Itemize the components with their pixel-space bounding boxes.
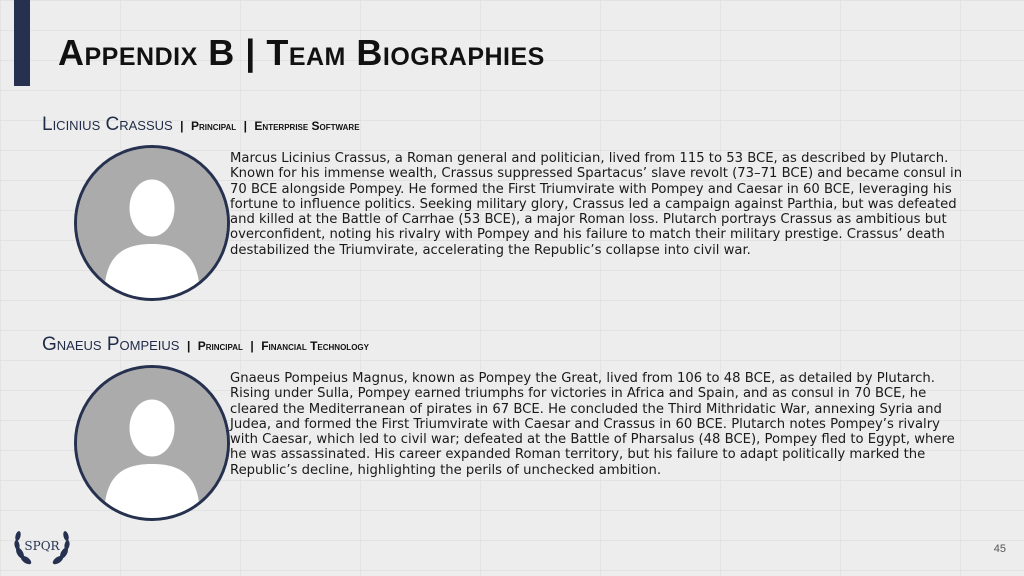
bio-role: Principal bbox=[197, 339, 243, 353]
bio-name: Licinius Crassus bbox=[42, 114, 173, 135]
logo-text: SPQR bbox=[24, 539, 60, 553]
title-accent-bar bbox=[14, 0, 30, 86]
heading-separator: | bbox=[250, 339, 254, 353]
bio-area: Enterprise Software bbox=[254, 119, 360, 133]
person-silhouette-icon bbox=[74, 145, 230, 301]
bio-role: Principal bbox=[190, 119, 237, 133]
bio-heading-pompeius bbox=[42, 334, 369, 356]
spqr-laurel-wreath-logo bbox=[10, 523, 74, 569]
bio-text-pompeius: Gnaeus Pompeius Magnus, known as Pompey the Great, lived from 106 to 48 BCE, as detailed by Plutarch. Rising under Sulla, Pompey earned triumphs for victories in Africa and Spain, and as consul in 70 BCE, he cleared the Mediterranean of pirates in 67 BCE. He concluded the Third Mithridatic War, annexing Syria and Judea, and formed the First Triumvirate with Caesar and Crassus in 60 BCE. Plutarch notes Pompey’s rivalry with Caesar, which led to civil war; defeated at the Battle of Pharsalus (48 BCE), Pompey fled to Egypt, where he was assassinated. His career expanded Roman territory, but his failure to adapt politically marked the Republic’s decline, highlighting the perils of unchecked ambition. bbox=[230, 371, 955, 478]
heading-separator: | bbox=[180, 119, 184, 133]
bio-area: Financial Technology bbox=[261, 339, 369, 353]
heading-separator: | bbox=[243, 119, 247, 133]
heading-separator: | bbox=[186, 339, 191, 353]
page-number: 45 bbox=[993, 543, 1006, 555]
bio-name: Gnaeus Pompeius bbox=[42, 334, 180, 355]
person-silhouette-icon bbox=[74, 365, 230, 521]
bio-text-crassus: Marcus Licinius Crassus, a Roman general and politician, lived from 115 to 53 BCE, as described by Plutarch. Known for his immense wealth, Crassus suppressed Spartacus’ slave revolt (73–71 BCE) and became consul in 70 BCE alongside Pompey. He formed the First Triumvirate with Pompey and Caesar in 60 BCE, leveraging his fortune to influence politics. Seeking military glory, Crassus led a campaign against Parthia, but was defeated and killed at the Battle of Carrhae (53 BCE), a major Roman loss. Plutarch portrays Crassus as ambitious but overconfident, noting his rivalry with Pompey and his failure to match their military prestige. Crassus’ death destabilized the Triumvirate, accelerating the Republic’s collapse into civil war. bbox=[230, 151, 963, 258]
slide-title: Appendix B | Team Biographies bbox=[58, 32, 545, 73]
bio-heading-crassus bbox=[42, 114, 360, 136]
